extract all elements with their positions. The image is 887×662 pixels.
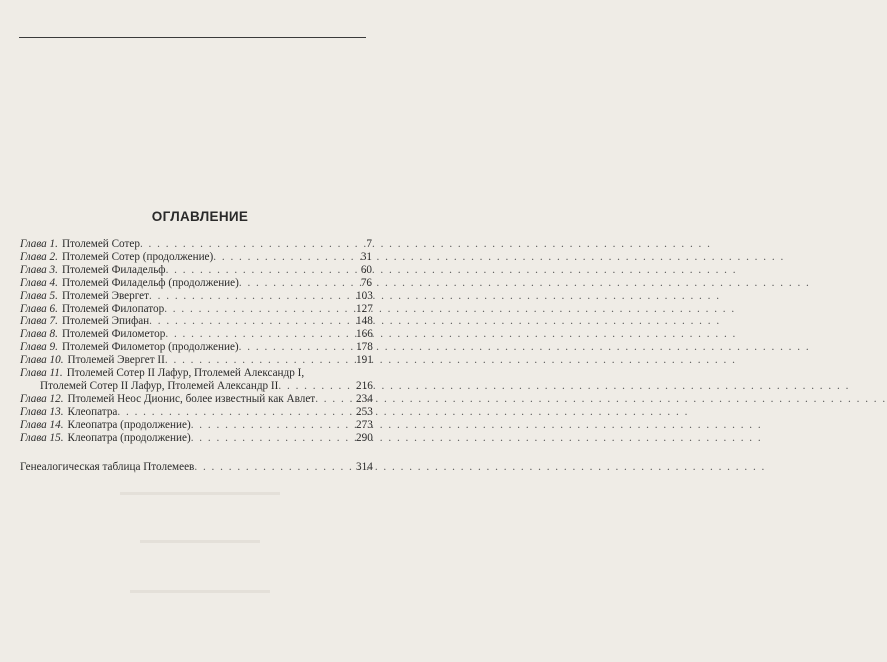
page-number: 290 [356, 431, 373, 444]
dot-leader [213, 251, 356, 264]
bleed-through [120, 492, 280, 495]
toc-entry-11[interactable] [20, 367, 372, 393]
page-number: 253 [356, 405, 373, 418]
appendix-title: Генеалогическая таблица Птолемеев [20, 460, 195, 473]
toc-entry-10[interactable] [20, 354, 372, 367]
toc-entry-3[interactable] [20, 264, 372, 277]
dot-leader [239, 277, 356, 290]
chapter-label: Глава 1. [20, 238, 58, 250]
chapter-label: Глава 11. [20, 367, 63, 380]
toc-entry-4[interactable] [20, 277, 372, 290]
page-number: 191 [356, 354, 373, 367]
chapter-label: Глава 6. [20, 302, 58, 315]
chapter-label: Глава 14. [20, 418, 64, 431]
chapter-title: Птолемей Филометор [61, 328, 166, 341]
chapter-title: Птолемей Сотер [61, 238, 140, 250]
chapter-title: Птолемей Эвергет [61, 289, 150, 302]
chapter-title: Птолемей Филадельф (продолжение) [61, 276, 239, 289]
page-number: 166 [356, 328, 373, 341]
bleed-through [130, 590, 270, 593]
toc-entry-8[interactable] [20, 328, 372, 341]
page-number: 60 [360, 263, 372, 276]
chapter-label: Глава 4. [20, 276, 58, 289]
page-number: 216 [356, 379, 373, 392]
page-number: 76 [360, 276, 372, 289]
toc-entry-15[interactable] [20, 432, 372, 445]
chapter-title: Птолемей Неос Дионис, более известный как Авлет [67, 392, 316, 405]
spacer [20, 445, 372, 461]
page-number: 178 [356, 341, 373, 354]
toc-entry-7[interactable] [20, 315, 372, 328]
top-rule [19, 37, 366, 38]
toc-entry-1[interactable] [20, 238, 372, 251]
page-number: 314 [356, 460, 373, 473]
page-number: 148 [356, 315, 373, 328]
page-number: 103 [356, 289, 373, 302]
bleed-through [140, 540, 260, 543]
chapter-label: Глава 5. [20, 289, 58, 302]
page-number: 7 [366, 238, 372, 250]
chapter-title: Птолемей Сотер (продолжение) [61, 250, 214, 263]
chapter-label: Глава 13. [20, 405, 64, 418]
chapter-label: Глава 7. [20, 315, 58, 328]
dot-leader [315, 393, 356, 406]
page-number: 234 [356, 392, 373, 405]
toc-entry-6[interactable] [20, 303, 372, 316]
page-number: 31 [360, 250, 372, 263]
dot-leader [165, 354, 356, 367]
chapter-title-line2: Птолемей Сотер II Лафур, Птолемей Александр II [40, 379, 279, 392]
chapter-title: Птолемей Эвергет II [67, 354, 165, 367]
chapter-label: Глава 12. [20, 392, 64, 405]
dot-leader [166, 264, 356, 277]
dot-leader [117, 406, 356, 419]
toc-entry-9[interactable] [20, 341, 372, 354]
chapter-title: Клеопатра [67, 405, 118, 418]
dot-leader [164, 303, 356, 316]
toc-entry-14[interactable] [20, 419, 372, 432]
chapter-label: Глава 2. [20, 250, 58, 263]
dot-leader [191, 419, 356, 432]
dot-leader [165, 328, 356, 341]
toc-entry-appendix[interactable] [20, 461, 372, 474]
table-of-contents [20, 238, 372, 473]
chapter-label: Глава 9. [20, 341, 58, 354]
toc-entry-13[interactable] [20, 406, 372, 419]
page-title: ОГЛАВЛЕНИЕ [151, 209, 249, 224]
page-number: 127 [356, 302, 373, 315]
toc-entry-5[interactable] [20, 290, 372, 303]
chapter-title: Птолемей Филометор (продолжение) [61, 341, 239, 354]
chapter-label: Глава 15. [20, 431, 64, 444]
dot-leader [191, 432, 356, 445]
chapter-title: Птолемей Филопатор [61, 302, 165, 315]
chapter-label: Глава 8. [20, 328, 58, 341]
chapter-title: Клеопатра (продолжение) [67, 418, 191, 431]
chapter-title: Птолемей Эпифан [61, 315, 150, 328]
toc-entry-12[interactable] [20, 393, 372, 406]
dot-leader [194, 461, 356, 474]
dot-leader [239, 341, 356, 354]
dot-leader [278, 380, 356, 393]
chapter-label: Глава 3. [20, 263, 58, 276]
chapter-title-line1: Птолемей Сотер II Лафур, Птолемей Александр I, [66, 367, 305, 380]
chapter-title: Клеопатра (продолжение) [67, 431, 191, 444]
chapter-label: Глава 10. [20, 354, 64, 367]
toc-entry-2[interactable] [20, 251, 372, 264]
dot-leader [149, 315, 356, 328]
dot-leader [149, 290, 356, 303]
chapter-title: Птолемей Филадельф [61, 263, 166, 276]
dot-leader [140, 238, 356, 251]
page-number: 273 [356, 418, 373, 431]
